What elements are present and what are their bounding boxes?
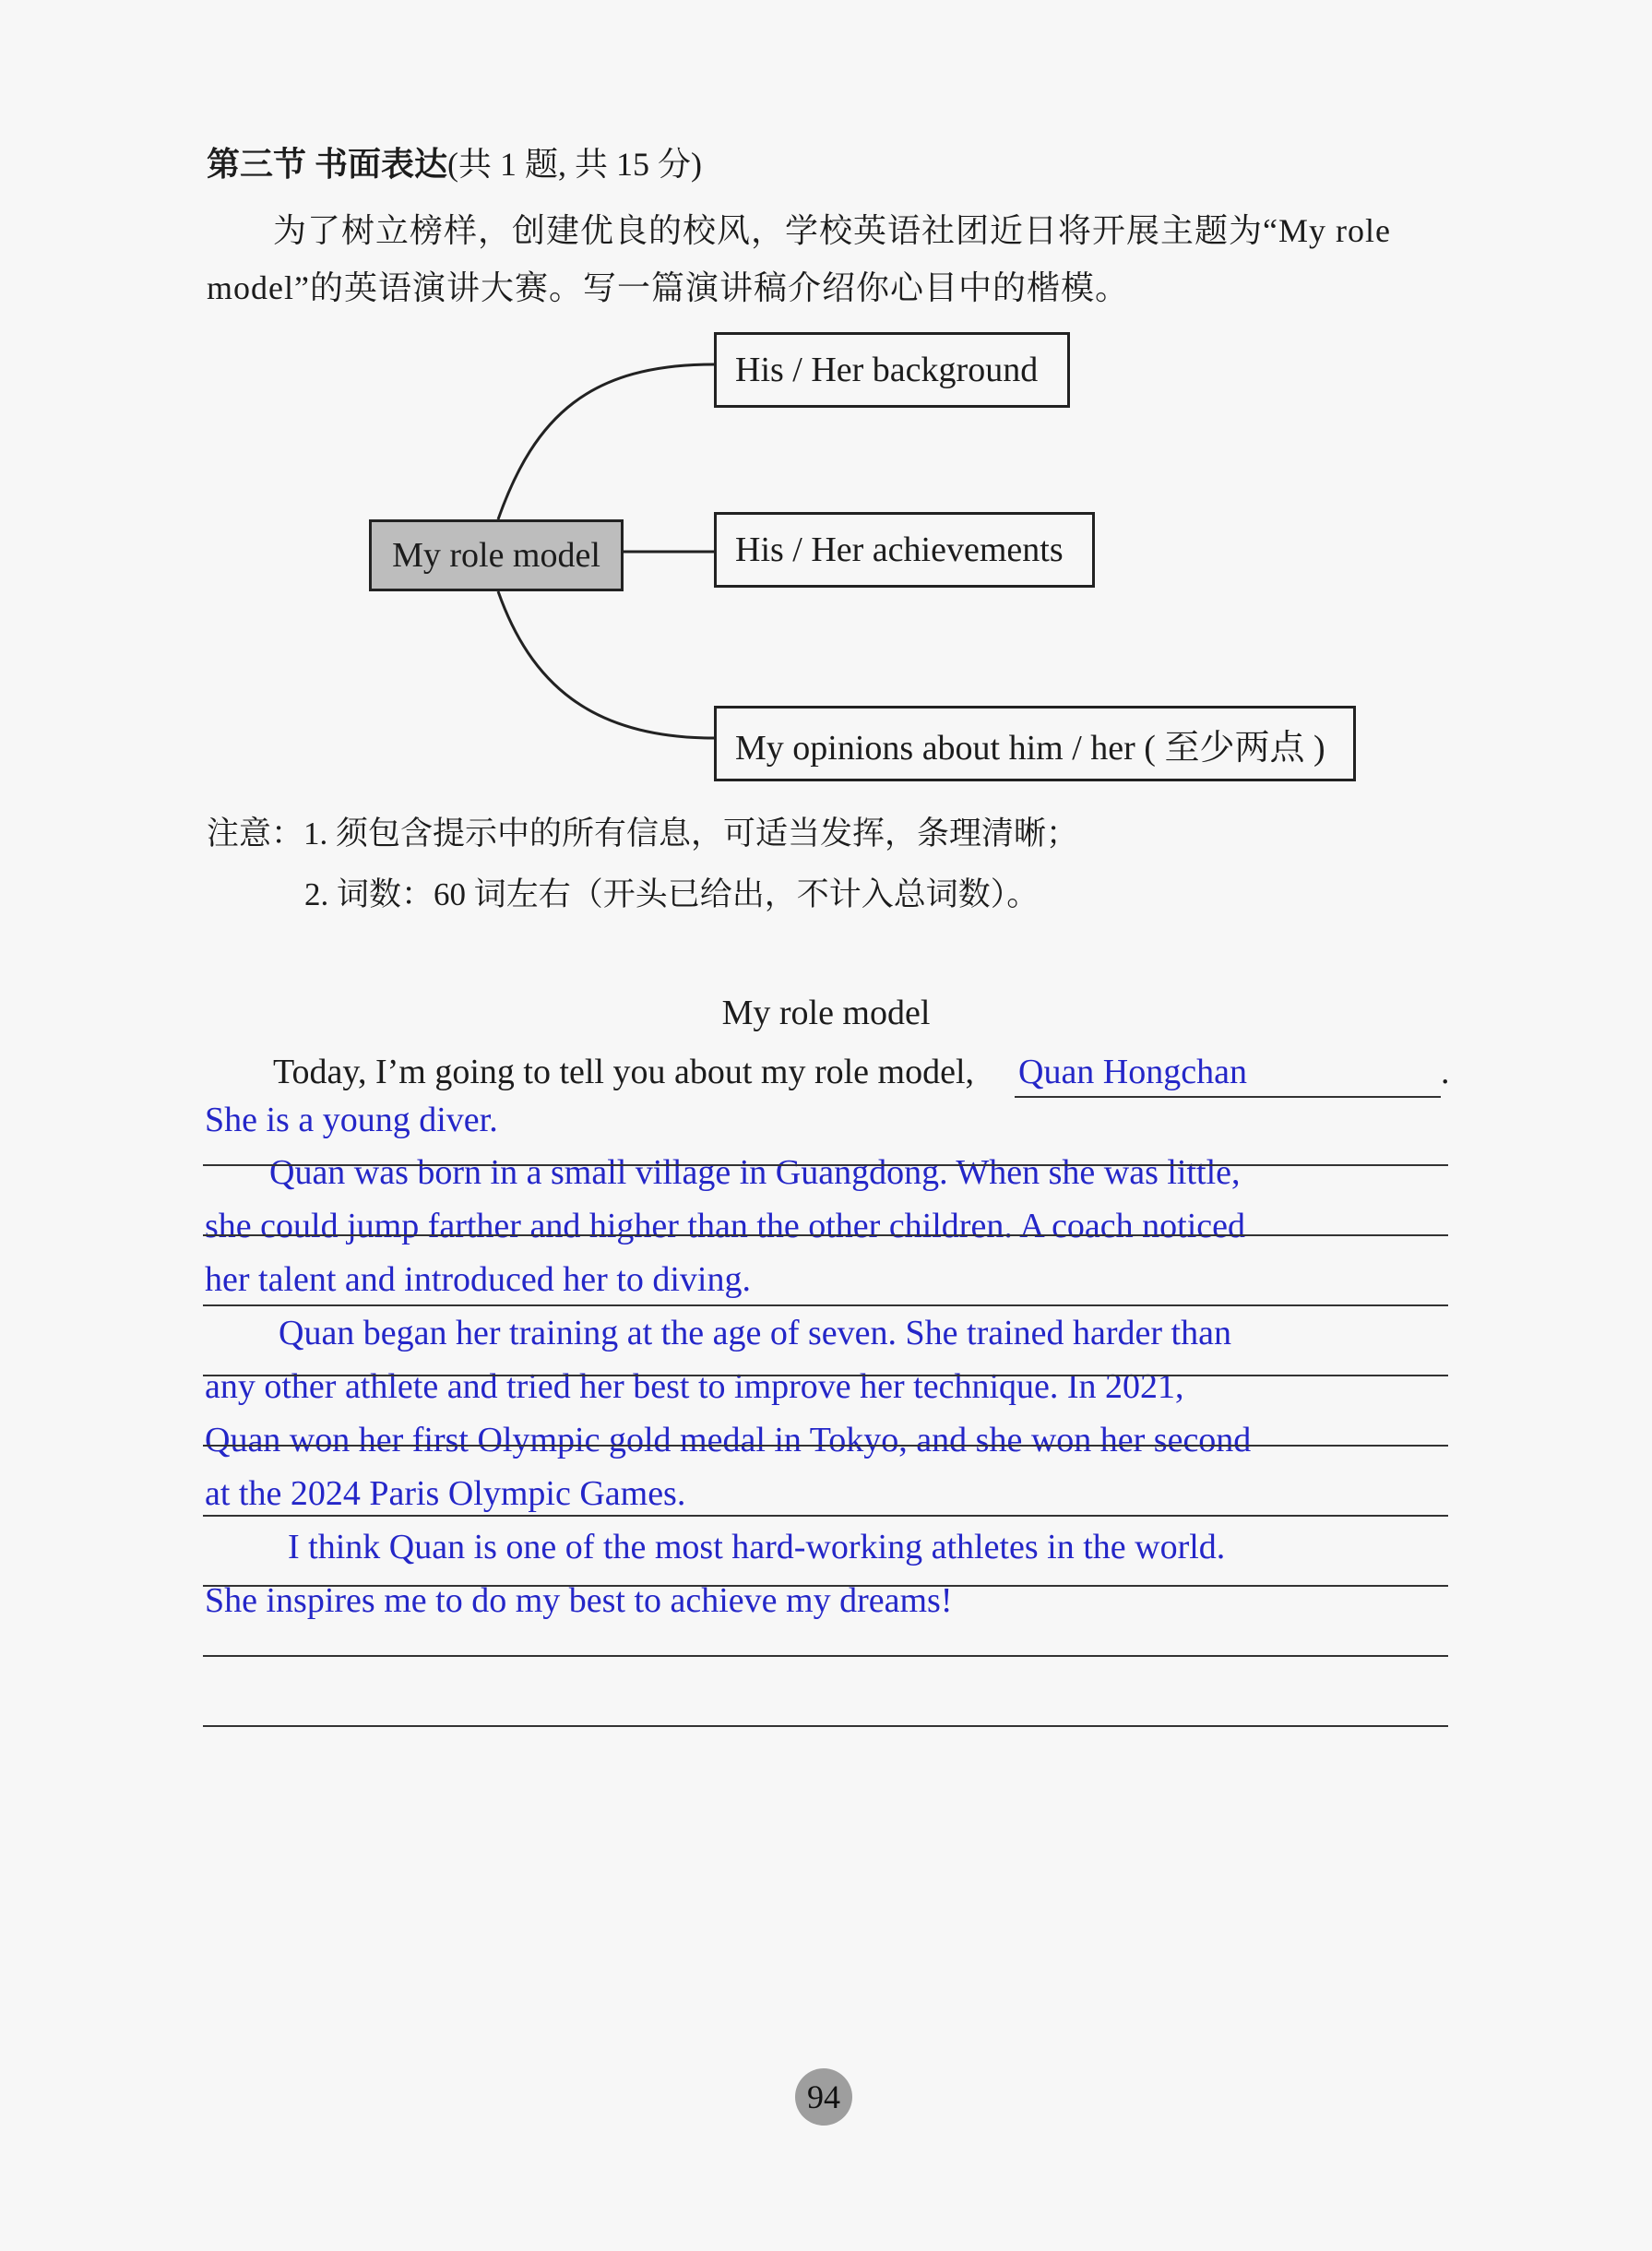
answer-line: Quan began her training at the age of seven. She trained harder than (279, 1314, 1231, 1352)
answer-line: Quan won her first Olympic gold medal in Tokyo, and she won her second (205, 1421, 1252, 1459)
answer-line: at the 2024 Paris Olympic Games. (205, 1474, 686, 1513)
ruled-line (203, 1515, 1448, 1517)
note-line-2: 2. 词数：60 词左右（开头已给出，不计入总词数）。 (304, 876, 1040, 912)
mindmap-center-node: My role model (369, 519, 624, 591)
mindmap-node-background: His / Her background (714, 332, 1070, 408)
ruled-line (203, 1304, 1448, 1306)
answer-line: I think Quan is one of the most hard-working athletes in the world. (288, 1528, 1226, 1566)
answer-line: She is a young diver. (205, 1101, 498, 1139)
prompt-line-1: 为了树立榜样，创建优良的校风，学校英语社团近日将开展主题为“My role (273, 212, 1391, 249)
connector-background (498, 364, 714, 519)
section-title: 第三节 书面表达 (207, 146, 448, 183)
ruled-line (203, 1585, 1448, 1587)
ruled-line (203, 1655, 1448, 1657)
prompt-line-2: model”的英语演讲大赛。写一篇演讲稿介绍你心目中的楷模。 (207, 269, 1129, 306)
ruled-line (203, 1725, 1448, 1727)
answer-line: any other athlete and tried her best to improve her technique. In 2021, (205, 1367, 1184, 1406)
blank-answer: Quan Hongchan (1018, 1053, 1247, 1091)
connector-opinions (498, 591, 714, 738)
ruled-line (203, 1445, 1448, 1447)
answer-line: her talent and introduced her to diving. (205, 1260, 751, 1299)
page-number-badge: 94 (795, 2068, 852, 2126)
answer-line: she could jump farther and higher than the other children. A coach noticed (205, 1207, 1246, 1245)
answer-line: Quan was born in a small village in Guangdong. When she was little, (269, 1153, 1241, 1192)
ruled-line (203, 1375, 1448, 1376)
essay-opening: Today, I’m going to tell you about my role model, (273, 1053, 975, 1091)
ruled-line (203, 1234, 1448, 1236)
answer-line: She inspires me to do my best to achieve my dreams! (205, 1581, 953, 1620)
essay-title: My role model (721, 994, 931, 1032)
mindmap-node-opinions: My opinions about him / her ( 至少两点 ) (714, 706, 1356, 781)
opening-period: . (1441, 1053, 1450, 1091)
section-meta: (共 1 题, 共 15 分) (447, 146, 702, 183)
ruled-line (203, 1164, 1448, 1166)
mindmap-node-achievements: His / Her achievements (714, 512, 1095, 588)
note-line-1: 注意：1. 须包含提示中的所有信息，可适当发挥，条理清晰； (207, 816, 1079, 852)
answer-blank-underline (1015, 1096, 1441, 1098)
